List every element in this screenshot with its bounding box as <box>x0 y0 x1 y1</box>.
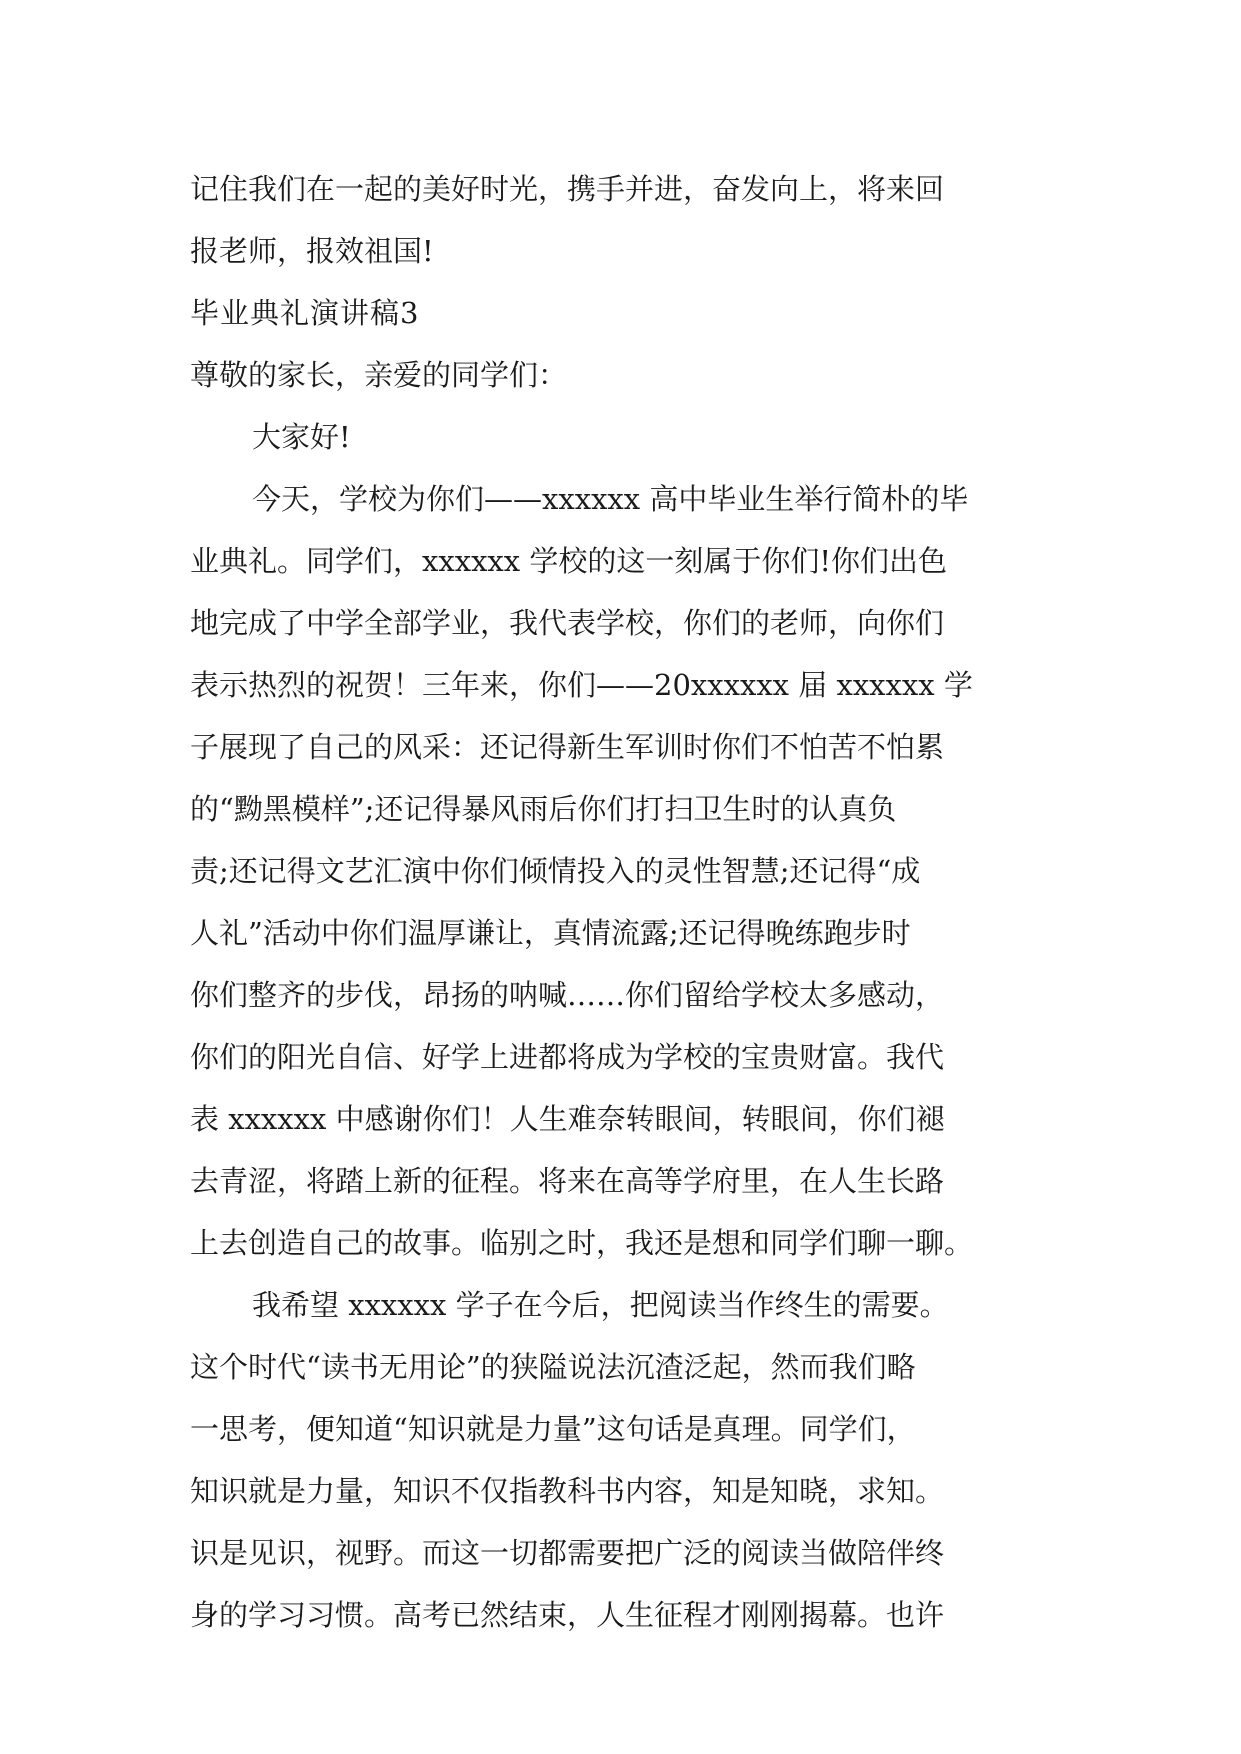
text-line: 报老师，报效祖国! <box>190 234 434 268</box>
text-line: 业典礼。同学们，xxxxxx 学校的这一刻属于你们!你们出色 <box>190 544 948 578</box>
text-line: 的“黝黑模样”;还记得暴风雨后你们打扫卫生时的认真负 <box>190 792 897 826</box>
text-line: 人礼”活动中你们温厚谦让，真情流露;还记得晚练跑步时 <box>190 916 911 950</box>
text-line: 上去创造自己的故事。临别之时，我还是想和同学们聊一聊。 <box>190 1226 974 1260</box>
greeting: 大家好! <box>252 420 351 454</box>
text-line: 去青涩，将踏上新的征程。将来在高等学府里，在人生长路 <box>190 1164 945 1198</box>
text-line: 一思考，便知道“知识就是力量”这句话是真理。同学们， <box>190 1412 916 1446</box>
text-line: 责;还记得文艺汇演中你们倾情投入的灵性智慧;还记得“成 <box>190 854 921 888</box>
text-line: 记住我们在一起的美好时光，携手并进，奋发向上，将来回 <box>190 172 945 206</box>
document-body <box>190 158 1060 1646</box>
text-line: 你们整齐的步伐，昂扬的呐喊……你们留给学校太多感动， <box>190 978 945 1012</box>
text-line: 识是见识，视野。而这一切都需要把广泛的阅读当做陪伴终 <box>190 1536 945 1570</box>
text-line: 知识就是力量，知识不仅指教科书内容，知是知晓，求知。 <box>190 1474 945 1508</box>
text-line: 你们的阳光自信、好学上进都将成为学校的宝贵财富。我代 <box>190 1040 945 1074</box>
salutation: 尊敬的家长，亲爱的同学们： <box>190 358 568 392</box>
text-line: 表示热烈的祝贺！三年来，你们——20xxxxxx 届 xxxxxx 学 <box>190 668 973 702</box>
section-heading: 毕业典礼演讲稿3 <box>190 296 420 330</box>
text-line: 身的学习习惯。高考已然结束，人生征程才刚刚揭幕。也许 <box>190 1598 945 1632</box>
text-line: 表 xxxxxx 中感谢你们！人生难奈转眼间，转眼间，你们褪 <box>190 1102 945 1136</box>
text-line: 我希望 xxxxxx 学子在今后，把阅读当作终生的需要。 <box>252 1288 949 1322</box>
text-line: 地完成了中学全部学业，我代表学校，你们的老师，向你们 <box>190 606 945 640</box>
text-line: 今天，学校为你们——xxxxxx 高中毕业生举行简朴的毕 <box>252 482 969 516</box>
text-line: 子展现了自己的风采：还记得新生军训时你们不怕苦不怕累 <box>190 730 945 764</box>
text-line: 这个时代“读书无用论”的狭隘说法沉渣泛起，然而我们略 <box>190 1350 916 1384</box>
